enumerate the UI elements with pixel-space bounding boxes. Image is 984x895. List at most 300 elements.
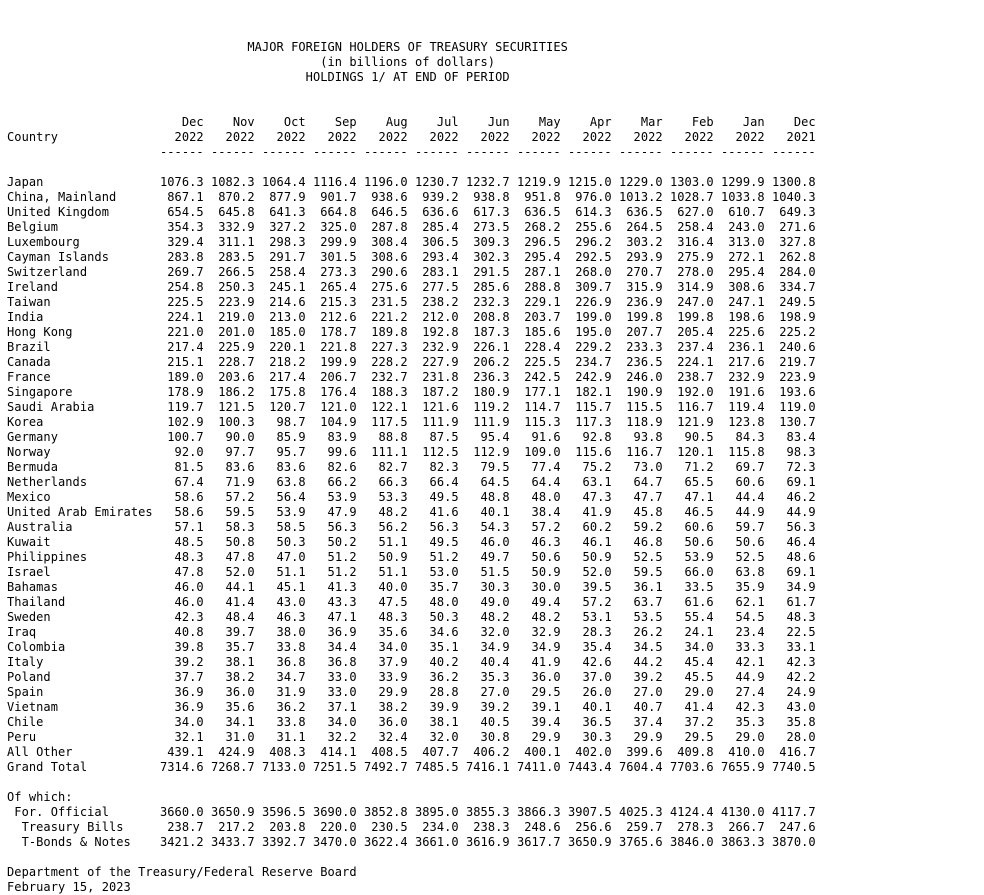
value-cell: 180.9 [458, 385, 510, 399]
report-title-line: MAJOR FOREIGN HOLDERS OF TREASURY SECURITIES [7, 40, 568, 54]
value-cell: 118.9 [611, 415, 663, 429]
value-cell: 39.5 [560, 580, 612, 594]
value-cell: 64.4 [509, 475, 561, 489]
value-cell: 82.7 [356, 460, 408, 474]
value-cell: 232.9 [713, 370, 765, 384]
value-cell: 45.1 [254, 580, 306, 594]
value-cell: 1116.4 [305, 175, 357, 189]
value-cell: Oct [254, 115, 306, 129]
row-country-label [7, 145, 153, 159]
value-cell: 28.8 [407, 685, 459, 699]
value-cell: 39.1 [509, 700, 561, 714]
table-row [7, 565, 816, 579]
value-cell: 238.2 [407, 295, 459, 309]
value-cell: 3433.7 [203, 835, 255, 849]
table-row [7, 295, 816, 309]
value-cell: 51.5 [458, 565, 510, 579]
value-cell: 287.1 [509, 265, 561, 279]
value-cell: Dec [764, 115, 816, 129]
row-country-label: Australia [7, 520, 153, 534]
value-cell: 192.8 [407, 325, 459, 339]
value-cell: 7604.4 [611, 760, 663, 774]
table-row [7, 475, 816, 489]
table-row [7, 505, 816, 519]
table-row [7, 655, 816, 669]
value-cell: 50.9 [560, 550, 612, 564]
value-cell: 224.1 [662, 355, 714, 369]
value-cell: 220.0 [305, 820, 357, 834]
value-cell: 410.0 [713, 745, 765, 759]
value-cell: 51.1 [356, 565, 408, 579]
value-cell: 259.7 [611, 820, 663, 834]
value-cell: 117.5 [356, 415, 408, 429]
value-cell: 205.4 [662, 325, 714, 339]
row-country-label: Kuwait [7, 535, 153, 549]
value-cell: 48.5 [152, 535, 204, 549]
value-cell: 34.0 [662, 640, 714, 654]
value-cell: 53.3 [356, 490, 408, 504]
value-cell: 47.0 [254, 550, 306, 564]
row-country-label: Saudi Arabia [7, 400, 153, 414]
value-cell: 116.7 [611, 445, 663, 459]
value-cell: 266.7 [713, 820, 765, 834]
value-cell: 35.7 [407, 580, 459, 594]
value-cell: 37.9 [356, 655, 408, 669]
value-cell: 42.3 [713, 700, 765, 714]
value-cell: 50.3 [254, 535, 306, 549]
row-country-label: Peru [7, 730, 153, 744]
value-cell: 283.1 [407, 265, 459, 279]
value-cell: 119.4 [713, 400, 765, 414]
value-cell: 636.5 [611, 205, 663, 219]
table-row [7, 535, 816, 549]
table-row [7, 220, 816, 234]
row-country-label: Bahamas [7, 580, 153, 594]
value-cell: 1303.0 [662, 175, 714, 189]
table-row [7, 235, 816, 249]
value-cell: 189.8 [356, 325, 408, 339]
value-cell: 2022 [560, 130, 612, 144]
value-cell: 206.2 [458, 355, 510, 369]
value-cell: 610.7 [713, 205, 765, 219]
row-country-label: Treasury Bills [7, 820, 153, 834]
value-cell: 47.8 [203, 550, 255, 564]
value-cell: 254.8 [152, 280, 204, 294]
value-cell: 99.6 [305, 445, 357, 459]
value-cell: 203.6 [203, 370, 255, 384]
row-country-label: Mexico [7, 490, 153, 504]
value-cell: 284.0 [764, 265, 816, 279]
value-cell: 7411.0 [509, 760, 561, 774]
value-cell: 188.3 [356, 385, 408, 399]
table-row [7, 730, 816, 744]
value-cell: 40.8 [152, 625, 204, 639]
value-cell: 247.6 [764, 820, 816, 834]
value-cell: 3650.9 [560, 835, 612, 849]
value-cell: 226.9 [560, 295, 612, 309]
value-cell: 1232.7 [458, 175, 510, 189]
value-cell: 308.6 [713, 280, 765, 294]
row-country-label: Norway [7, 445, 153, 459]
value-cell: 48.3 [764, 610, 816, 624]
value-cell: 36.9 [152, 685, 204, 699]
table-row [7, 745, 816, 759]
value-cell: 2022 [356, 130, 408, 144]
value-cell: ------ [509, 145, 561, 159]
row-country-label [7, 115, 153, 129]
table-row [7, 670, 816, 684]
value-cell: 3852.8 [356, 805, 408, 819]
row-country-label: Belgium [7, 220, 153, 234]
row-country-label: T-Bonds & Notes [7, 835, 153, 849]
value-cell: 229.1 [509, 295, 561, 309]
value-cell: 301.5 [305, 250, 357, 264]
value-cell: 63.8 [713, 565, 765, 579]
value-cell: 95.7 [254, 445, 306, 459]
table-row [7, 550, 816, 564]
value-cell: 1082.3 [203, 175, 255, 189]
value-cell: 33.0 [305, 685, 357, 699]
value-cell: 2022 [458, 130, 510, 144]
value-cell: 33.8 [254, 640, 306, 654]
value-cell: 232.9 [407, 340, 459, 354]
value-cell: 291.7 [254, 250, 306, 264]
value-cell: 217.4 [152, 340, 204, 354]
row-country-label: Philippines [7, 550, 153, 564]
value-cell: 248.6 [509, 820, 561, 834]
value-cell: 406.2 [458, 745, 510, 759]
table-row [7, 355, 816, 369]
value-cell: 48.8 [458, 490, 510, 504]
value-cell: 46.8 [611, 535, 663, 549]
value-cell: 215.3 [305, 295, 357, 309]
value-cell: 104.9 [305, 415, 357, 429]
value-cell: 64.5 [458, 475, 510, 489]
value-cell: 47.1 [662, 490, 714, 504]
value-cell: 115.8 [713, 445, 765, 459]
value-cell: 29.9 [509, 730, 561, 744]
value-cell: 295.4 [713, 265, 765, 279]
value-cell: 52.5 [713, 550, 765, 564]
value-cell: 3650.9 [203, 805, 255, 819]
row-country-label: China, Mainland [7, 190, 153, 204]
value-cell: 29.0 [662, 685, 714, 699]
value-cell: 225.2 [764, 325, 816, 339]
value-cell: 29.0 [713, 730, 765, 744]
value-cell: 49.7 [458, 550, 510, 564]
row-country-label: Korea [7, 415, 153, 429]
value-cell: 39.2 [611, 670, 663, 684]
value-cell: 217.6 [713, 355, 765, 369]
value-cell: 191.6 [713, 385, 765, 399]
value-cell: 354.3 [152, 220, 204, 234]
value-cell: 332.9 [203, 220, 255, 234]
value-cell: 30.8 [458, 730, 510, 744]
value-cell: 225.6 [713, 325, 765, 339]
value-cell: 36.2 [407, 670, 459, 684]
table-row [7, 340, 816, 354]
value-cell: 56.3 [407, 520, 459, 534]
holdings-report-text [7, 25, 977, 895]
value-cell: 3765.6 [611, 835, 663, 849]
value-cell: 2022 [662, 130, 714, 144]
value-cell: 26.0 [560, 685, 612, 699]
value-cell: 7740.5 [764, 760, 816, 774]
row-country-label: Canada [7, 355, 153, 369]
value-cell: 185.6 [509, 325, 561, 339]
value-cell: 35.4 [560, 640, 612, 654]
value-cell: 3661.0 [407, 835, 459, 849]
value-cell: 36.9 [305, 625, 357, 639]
value-cell: 27.0 [458, 685, 510, 699]
value-cell: 34.0 [152, 715, 204, 729]
value-cell: 24.9 [764, 685, 816, 699]
table-row [7, 310, 816, 324]
value-cell: 98.3 [764, 445, 816, 459]
value-cell: 35.6 [356, 625, 408, 639]
value-cell: 198.9 [764, 310, 816, 324]
value-cell: 231.8 [407, 370, 459, 384]
value-cell: 40.2 [407, 655, 459, 669]
value-cell: 40.7 [611, 700, 663, 714]
value-cell: 47.7 [611, 490, 663, 504]
value-cell: 33.1 [764, 640, 816, 654]
value-cell: 228.7 [203, 355, 255, 369]
value-cell: 130.7 [764, 415, 816, 429]
value-cell: 32.1 [152, 730, 204, 744]
value-cell: 77.4 [509, 460, 561, 474]
value-cell: 627.0 [662, 205, 714, 219]
value-cell: 277.5 [407, 280, 459, 294]
value-cell: 255.6 [560, 220, 612, 234]
value-cell: 41.4 [203, 595, 255, 609]
value-cell: 951.8 [509, 190, 561, 204]
row-country-label: Vietnam [7, 700, 153, 714]
value-cell: 938.8 [458, 190, 510, 204]
value-cell: 37.7 [152, 670, 204, 684]
value-cell: 93.8 [611, 430, 663, 444]
value-cell: 1219.9 [509, 175, 561, 189]
value-cell: 66.2 [305, 475, 357, 489]
value-cell: 242.5 [509, 370, 561, 384]
value-cell: 278.0 [662, 265, 714, 279]
value-cell: 53.1 [560, 610, 612, 624]
value-cell: 187.2 [407, 385, 459, 399]
value-cell: 4025.3 [611, 805, 663, 819]
value-cell: 115.7 [560, 400, 612, 414]
value-cell: 47.1 [305, 610, 357, 624]
value-cell: 109.0 [509, 445, 561, 459]
value-cell: 36.8 [254, 655, 306, 669]
value-cell: 901.7 [305, 190, 357, 204]
value-cell: 225.9 [203, 340, 255, 354]
value-cell: 66.0 [662, 565, 714, 579]
value-cell: 38.4 [509, 505, 561, 519]
value-cell: 867.1 [152, 190, 204, 204]
value-cell: 199.8 [662, 310, 714, 324]
value-cell: 7268.7 [203, 760, 255, 774]
value-cell: 39.2 [152, 655, 204, 669]
value-cell: 249.5 [764, 295, 816, 309]
value-cell: 59.5 [611, 565, 663, 579]
value-cell: 285.6 [458, 280, 510, 294]
value-cell: 48.0 [407, 595, 459, 609]
value-cell: 242.9 [560, 370, 612, 384]
value-cell: 48.0 [509, 490, 561, 504]
value-cell: 33.9 [356, 670, 408, 684]
row-country-label: Ireland [7, 280, 153, 294]
value-cell: 34.6 [407, 625, 459, 639]
value-cell: 51.1 [254, 565, 306, 579]
value-cell: 225.5 [509, 355, 561, 369]
value-cell: 97.7 [203, 445, 255, 459]
value-cell: 35.1 [407, 640, 459, 654]
value-cell: 636.5 [509, 205, 561, 219]
value-cell: 36.0 [509, 670, 561, 684]
report-title-line: (in billions of dollars) [7, 55, 496, 69]
value-cell: 238.7 [152, 820, 204, 834]
row-country-label: Country [7, 130, 153, 144]
table-row [7, 580, 816, 594]
value-cell: ------ [560, 145, 612, 159]
value-cell: 32.0 [458, 625, 510, 639]
value-cell: 3690.0 [305, 805, 357, 819]
value-cell: 7314.6 [152, 760, 204, 774]
row-country-label: For. Official [7, 805, 153, 819]
value-cell: 306.5 [407, 235, 459, 249]
value-cell: 234.7 [560, 355, 612, 369]
value-cell: 1040.3 [764, 190, 816, 204]
value-cell: 36.2 [254, 700, 306, 714]
row-country-label: Israel [7, 565, 153, 579]
value-cell: 29.5 [662, 730, 714, 744]
value-cell: 654.5 [152, 205, 204, 219]
value-cell: 220.1 [254, 340, 306, 354]
value-cell: 7655.9 [713, 760, 765, 774]
value-cell: 38.0 [254, 625, 306, 639]
value-cell: 98.7 [254, 415, 306, 429]
value-cell: 3863.3 [713, 835, 765, 849]
value-cell: 7133.0 [254, 760, 306, 774]
value-cell: 408.5 [356, 745, 408, 759]
value-cell: 238.7 [662, 370, 714, 384]
value-cell: 258.4 [662, 220, 714, 234]
value-cell: 72.3 [764, 460, 816, 474]
value-cell: 34.0 [305, 715, 357, 729]
table-row [7, 610, 816, 624]
value-cell: ------ [356, 145, 408, 159]
value-cell: 33.8 [254, 715, 306, 729]
value-cell: 424.9 [203, 745, 255, 759]
value-cell: 36.0 [356, 715, 408, 729]
value-cell: 82.3 [407, 460, 459, 474]
value-cell: 66.4 [407, 475, 459, 489]
value-cell: 3870.0 [764, 835, 816, 849]
value-cell: 292.5 [560, 250, 612, 264]
value-cell: 246.0 [611, 370, 663, 384]
table-row [7, 415, 816, 429]
value-cell: 3616.9 [458, 835, 510, 849]
value-cell: 223.9 [203, 295, 255, 309]
table-row [7, 190, 816, 204]
table-row [7, 490, 816, 504]
value-cell: 275.6 [356, 280, 408, 294]
value-cell: 7251.5 [305, 760, 357, 774]
value-cell: 83.6 [203, 460, 255, 474]
value-cell: 199.8 [611, 310, 663, 324]
value-cell: 46.4 [764, 535, 816, 549]
value-cell: 81.5 [152, 460, 204, 474]
value-cell: 177.1 [509, 385, 561, 399]
table-row [7, 445, 816, 459]
table-row [7, 175, 816, 189]
value-cell: 44.9 [713, 670, 765, 684]
value-cell: 38.2 [203, 670, 255, 684]
value-cell: 120.1 [662, 445, 714, 459]
value-cell: 192.0 [662, 385, 714, 399]
value-cell: 112.5 [407, 445, 459, 459]
value-cell: 223.9 [764, 370, 816, 384]
value-cell: 641.3 [254, 205, 306, 219]
value-cell: 36.0 [203, 685, 255, 699]
value-cell: 83.6 [254, 460, 306, 474]
value-cell: 63.8 [254, 475, 306, 489]
value-cell: 83.4 [764, 430, 816, 444]
value-cell: 208.8 [458, 310, 510, 324]
value-cell: 649.3 [764, 205, 816, 219]
value-cell: Sep [305, 115, 357, 129]
table-row [7, 835, 816, 849]
value-cell: Jun [458, 115, 510, 129]
value-cell: 83.9 [305, 430, 357, 444]
value-cell: 121.0 [305, 400, 357, 414]
value-cell: 46.5 [662, 505, 714, 519]
value-cell: 409.8 [662, 745, 714, 759]
value-cell: 23.4 [713, 625, 765, 639]
table-row [7, 370, 816, 384]
value-cell: 256.6 [560, 820, 612, 834]
value-cell: 190.9 [611, 385, 663, 399]
value-cell: 67.4 [152, 475, 204, 489]
value-cell: 207.7 [611, 325, 663, 339]
value-cell: ------ [152, 145, 204, 159]
value-cell: 56.4 [254, 490, 306, 504]
value-cell: 870.2 [203, 190, 255, 204]
value-cell: 221.2 [356, 310, 408, 324]
value-cell: 40.0 [356, 580, 408, 594]
value-cell: 66.3 [356, 475, 408, 489]
value-cell: 71.9 [203, 475, 255, 489]
value-cell: 121.6 [407, 400, 459, 414]
value-cell: 53.9 [254, 505, 306, 519]
table-row [7, 460, 816, 474]
value-cell: 43.0 [254, 595, 306, 609]
value-cell: 39.8 [152, 640, 204, 654]
value-cell: 399.6 [611, 745, 663, 759]
value-cell: 3392.7 [254, 835, 306, 849]
value-cell: ------ [713, 145, 765, 159]
value-cell: 230.5 [356, 820, 408, 834]
value-cell: 115.3 [509, 415, 561, 429]
value-cell: Nov [203, 115, 255, 129]
value-cell: 121.9 [662, 415, 714, 429]
value-cell: 54.5 [713, 610, 765, 624]
value-cell: 22.5 [764, 625, 816, 639]
value-cell: 47.9 [305, 505, 357, 519]
value-cell: 58.6 [152, 490, 204, 504]
value-cell: 38.1 [203, 655, 255, 669]
row-country-label: Japan [7, 175, 153, 189]
